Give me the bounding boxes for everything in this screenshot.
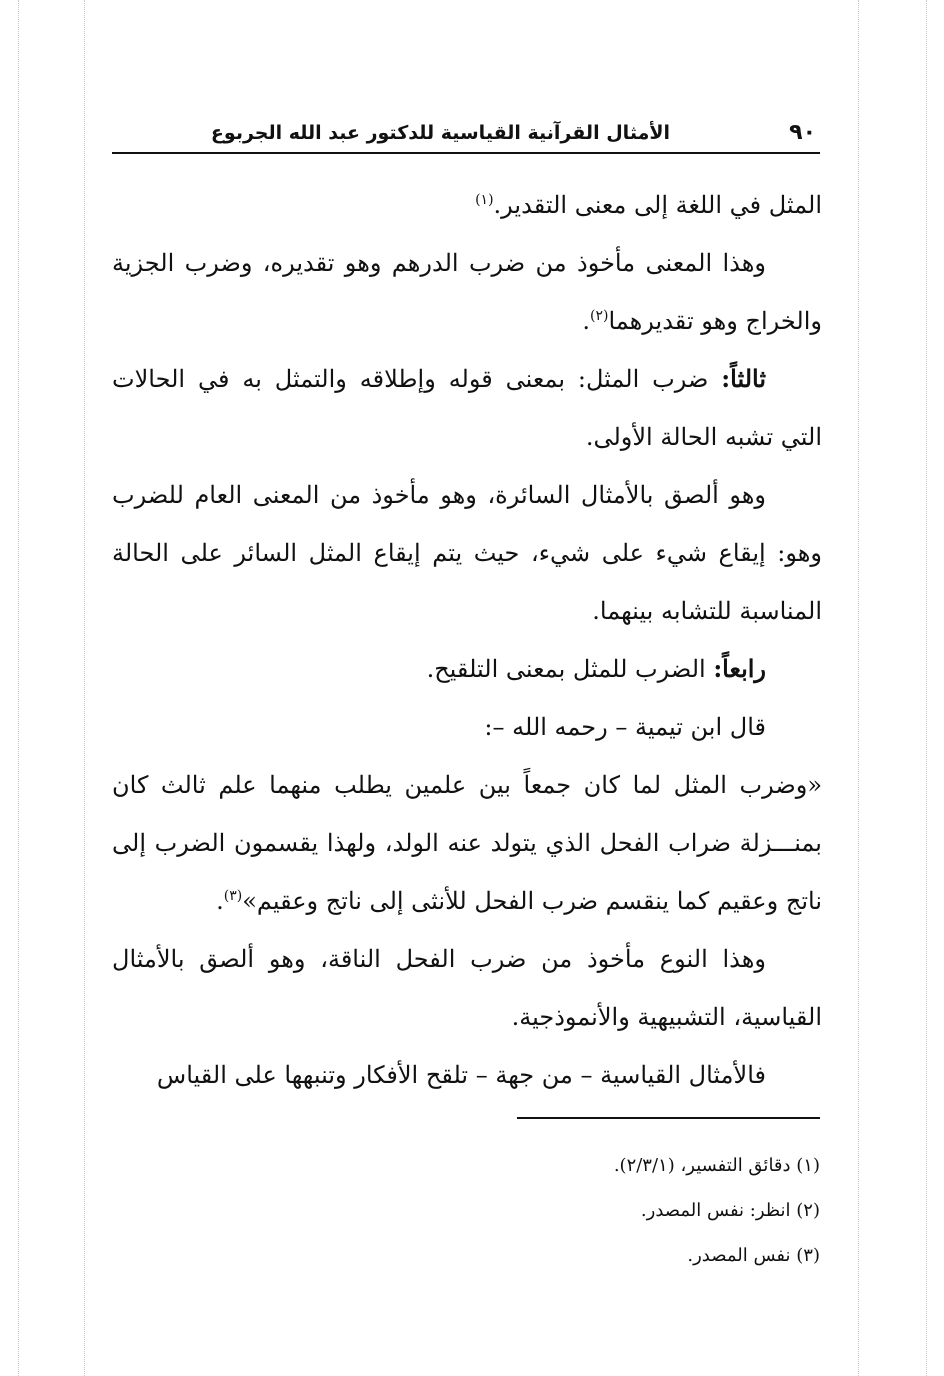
footnote-2: (٢) انظر: نفس المصدر. — [640, 1200, 820, 1221]
paragraph-tail: . — [216, 887, 224, 915]
paragraph-tail: . — [582, 307, 590, 335]
footnote-divider — [517, 1117, 820, 1119]
paragraph-text: فالأمثال القياسية – من جهة – تلقح الأفكار وتنبهها على القياس — [156, 1061, 766, 1089]
scan-edge-left-inner — [84, 0, 85, 1376]
paragraph-text: قال ابن تيمية – رحمه الله –: — [484, 713, 766, 741]
section-lead: رابعاً: — [713, 654, 766, 683]
footnote-3: (٣) نفس المصدر. — [687, 1245, 820, 1266]
scan-edge-right — [926, 0, 927, 1376]
paragraph-4 — [112, 466, 822, 640]
page-number: ٩٠ — [789, 120, 816, 145]
paragraph-text: ضرب المثل: بمعنى قوله وإطلاقه والتمثل به في الحالات التي تشبه الحالة الأولى. — [112, 365, 822, 451]
footnote-ref: (٣) — [223, 888, 243, 904]
paragraph-text: وهذا النوع مأخوذ من ضرب الفحل الناقة، وهو ألصق بالأمثال القياسية، التشبيهية والأنموذجية. — [112, 945, 822, 1031]
paragraph-text: الضرب للمثل بمعنى التلقيح. — [426, 655, 714, 683]
page-header — [112, 118, 820, 154]
paragraph-text: وهو ألصق بالأمثال السائرة، وهو مأخوذ من المعنى العام للضرب وهو: إيقاع شيء على شيء، حيث يتم إيقاع المثل السائر على الحالة المناسبة للتشابه بينهما. — [112, 481, 822, 625]
paragraph-1 — [112, 176, 822, 234]
paragraph-text: المثل في اللغة إلى معنى التقدير. — [493, 191, 822, 219]
scan-edge-right-inner — [858, 0, 859, 1376]
section-lead: ثالثاً: — [721, 364, 766, 393]
paragraph-8 — [112, 930, 822, 1046]
scan-edge-left — [18, 0, 19, 1376]
quotation — [112, 756, 822, 930]
paragraph-2 — [112, 234, 822, 350]
paragraph-3 — [112, 350, 822, 466]
paragraph-6 — [112, 698, 822, 756]
paragraph-5 — [112, 640, 822, 698]
footnote-1: (١) دقائق التفسير، (٢/٣/١). — [613, 1155, 820, 1176]
footnote-ref: (٢) — [589, 308, 609, 324]
footnotes — [420, 1143, 820, 1278]
book-title: الأمثال القرآنية القياسية للدكتور عبد الله الجربوع — [210, 122, 670, 144]
body-text — [112, 176, 822, 1104]
footnote-ref: (١) — [475, 192, 494, 208]
paragraph-text: وهذا المعنى مأخوذ من ضرب الدرهم وهو تقديره، وضرب الجزية والخراج وهو تقديرهما — [112, 249, 822, 335]
paragraph-9 — [112, 1046, 822, 1104]
quotation-text: «وضرب المثل لما كان جمعاً بين علمين يطلب منهما علم ثالث كان بمنـــزلة ضراب الفحل الذي يتولد عنه الولد، ولهذا يقسمون الضرب إلى ناتج وعقيم كما ينقسم ضرب الفحل للأنثى إلى ناتج وعقيم» — [112, 771, 822, 915]
